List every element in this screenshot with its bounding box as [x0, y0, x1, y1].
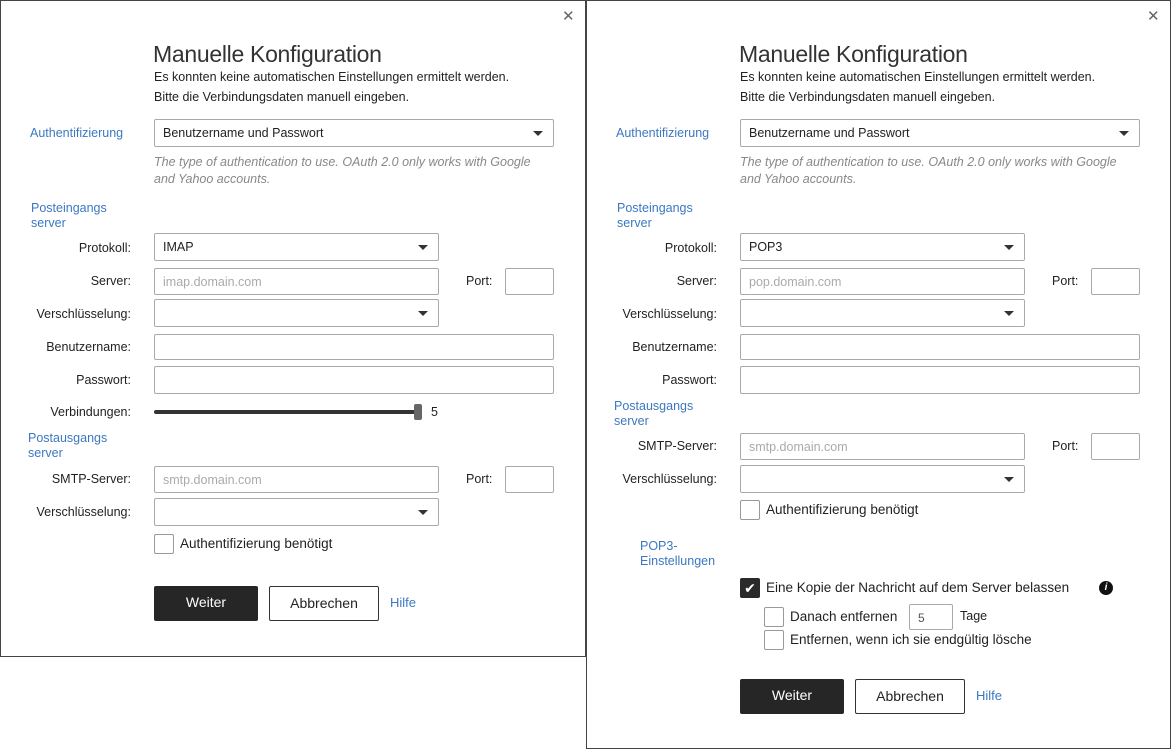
- chevron-down-icon: [418, 510, 428, 515]
- auth-hint: The type of authentication to use. OAuth 2.0 only works with Google and Yahoo accounts.: [740, 155, 1117, 186]
- chevron-down-icon: [533, 131, 543, 136]
- smtp-encryption-label: Verschlüsselung:: [622, 472, 717, 486]
- incoming-section-heading: Posteingangsserver: [31, 201, 107, 230]
- password-label: Passwort:: [76, 373, 131, 387]
- auth-select-value: Benutzername und Passwort: [749, 126, 910, 140]
- encryption-label: Verschlüsselung:: [622, 307, 717, 321]
- server-input[interactable]: pop.domain.com: [740, 268, 1025, 295]
- smtp-port-input[interactable]: [505, 466, 554, 493]
- pop3-config-dialog: [586, 0, 1171, 749]
- smtp-port-label: Port:: [1052, 439, 1079, 453]
- info-icon[interactable]: i: [1099, 581, 1113, 595]
- cancel-button[interactable]: Abbrechen: [855, 679, 965, 714]
- port-input[interactable]: [505, 268, 554, 295]
- auth-label: Authentifizierung: [616, 126, 710, 140]
- connections-value: 5: [431, 405, 438, 419]
- chevron-down-icon: [1119, 131, 1129, 136]
- page-title: Manuelle Konfiguration: [739, 41, 968, 67]
- outgoing-section-heading: Postausgangsserver: [614, 399, 694, 428]
- subtitle-line-1: Es konnten keine automatischen Einstellungen ermittelt werden.: [154, 70, 510, 84]
- outgoing-section-heading: Postausgangsserver: [28, 431, 108, 460]
- smtp-encryption-select[interactable]: [154, 498, 439, 526]
- password-label: Passwort:: [662, 373, 717, 387]
- server-label: Server:: [90, 274, 131, 288]
- auth-select-value: Benutzername und Passwort: [163, 126, 324, 140]
- auth-required-label: Authentifizierung benötigt: [180, 536, 333, 551]
- delete-after-days-input[interactable]: 5: [909, 604, 953, 630]
- connections-label: Verbindungen:: [50, 405, 131, 419]
- smtp-port-label: Port:: [466, 472, 493, 486]
- page-title: Manuelle Konfiguration: [153, 41, 382, 67]
- auth-select[interactable]: [154, 119, 554, 147]
- subtitle-line-2: Bitte die Verbindungsdaten manuell eingeben.: [154, 90, 410, 104]
- server-label: Server:: [676, 274, 717, 288]
- days-label: Tage: [960, 609, 988, 623]
- chevron-down-icon: [1004, 245, 1014, 250]
- auth-hint: The type of authentication to use. OAuth 2.0 only works with Google and Yahoo accounts.: [154, 155, 531, 186]
- next-button[interactable]: Weiter: [154, 586, 258, 621]
- pop3-section-heading: POP3-Einstellungen: [640, 539, 716, 568]
- imap-config-dialog: [0, 0, 586, 657]
- chevron-down-icon: [1004, 477, 1014, 482]
- encryption-label: Verschlüsselung:: [36, 307, 131, 321]
- password-input[interactable]: [740, 366, 1140, 394]
- subtitle-line-2: Bitte die Verbindungsdaten manuell eingeben.: [740, 90, 996, 104]
- smtp-encryption-select[interactable]: [740, 465, 1025, 493]
- port-label: Port:: [1052, 274, 1079, 288]
- protocol-label: Protokoll:: [664, 241, 717, 255]
- connections-slider-thumb[interactable]: [414, 404, 422, 420]
- subtitle-line-1: Es konnten keine automatischen Einstellungen ermittelt werden.: [740, 70, 1096, 84]
- help-link[interactable]: Hilfe: [390, 595, 417, 610]
- leave-copy-label: Eine Kopie der Nachricht auf dem Server belassen: [766, 580, 1070, 595]
- close-icon[interactable]: ✕: [562, 8, 575, 25]
- protocol-label: Protokoll:: [78, 241, 131, 255]
- password-input[interactable]: [154, 366, 554, 394]
- auth-select[interactable]: [740, 119, 1140, 147]
- close-icon[interactable]: ✕: [1147, 8, 1160, 25]
- port-label: Port:: [466, 274, 493, 288]
- cancel-button[interactable]: Abbrechen: [269, 586, 379, 621]
- smtp-input[interactable]: smtp.domain.com: [154, 466, 439, 493]
- protocol-value: IMAP: [163, 240, 194, 254]
- encryption-select[interactable]: [154, 299, 439, 327]
- help-link[interactable]: Hilfe: [976, 688, 1003, 703]
- smtp-label: SMTP-Server:: [51, 472, 131, 486]
- checkmark-icon: ✔: [744, 580, 756, 596]
- smtp-input[interactable]: smtp.domain.com: [740, 433, 1025, 460]
- incoming-section-heading: Posteingangsserver: [617, 201, 693, 230]
- smtp-label: SMTP-Server:: [637, 439, 717, 453]
- connections-slider-track[interactable]: [154, 410, 420, 414]
- username-label: Benutzername:: [632, 340, 717, 354]
- auth-required-checkbox[interactable]: [154, 534, 174, 554]
- delete-when-deleted-label: Entfernen, wenn ich sie endgültig lösche: [790, 632, 1032, 647]
- delete-when-deleted-checkbox[interactable]: [764, 630, 784, 650]
- chevron-down-icon: [418, 245, 428, 250]
- next-button[interactable]: Weiter: [740, 679, 844, 714]
- auth-required-label: Authentifizierung benötigt: [766, 502, 919, 517]
- smtp-encryption-label: Verschlüsselung:: [36, 505, 131, 519]
- protocol-select[interactable]: [154, 233, 439, 261]
- auth-label: Authentifizierung: [30, 126, 124, 140]
- chevron-down-icon: [1004, 311, 1014, 316]
- smtp-port-input[interactable]: [1091, 433, 1140, 460]
- port-input[interactable]: [1091, 268, 1140, 295]
- encryption-select[interactable]: [740, 299, 1025, 327]
- username-label: Benutzername:: [46, 340, 131, 354]
- delete-after-checkbox[interactable]: [764, 607, 784, 627]
- auth-required-checkbox[interactable]: [740, 500, 760, 520]
- chevron-down-icon: [418, 311, 428, 316]
- username-input[interactable]: [154, 334, 554, 360]
- protocol-select[interactable]: [740, 233, 1025, 261]
- server-input[interactable]: imap.domain.com: [154, 268, 439, 295]
- username-input[interactable]: [740, 334, 1140, 360]
- leave-copy-checkbox[interactable]: [740, 578, 760, 598]
- delete-after-label: Danach entfernen: [790, 609, 898, 624]
- protocol-value: POP3: [749, 240, 783, 254]
